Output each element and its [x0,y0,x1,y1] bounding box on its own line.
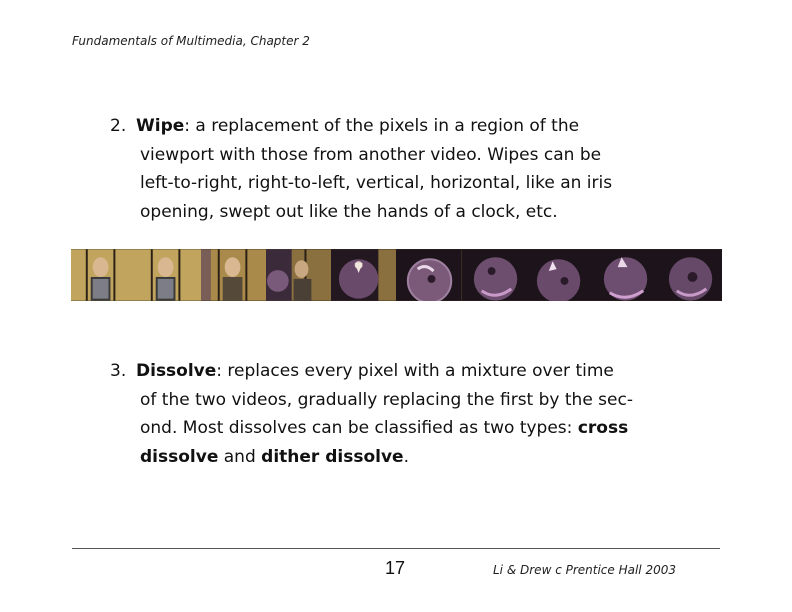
ball-frame-icon [657,249,722,301]
dither-term: dither dissolve [261,446,404,467]
dissolve-term: Dissolve [136,361,217,381]
dissolve-line-2: of the two videos, gradually replacing the first by the sec- [140,389,633,410]
ball-frame-icon [396,249,461,301]
footer-divider [72,548,720,549]
doll-frame-icon [71,249,136,301]
doll-wipe-frame-icon [201,249,266,301]
running-header: Fundamentals of Multimedia, Chapter 2 [72,34,310,48]
cross-term: cross [577,418,629,438]
ball-frame-icon [592,249,657,301]
doll-frame-icon [136,249,201,301]
wipe-line-4: opening, swept out like the hands of a clock, etc. [140,201,558,222]
and-text: and [218,446,262,467]
wipe-line-3: left-to-right, right-to-left, vertical, horizontal, like an iris [140,173,613,193]
dissolve-line-1: : replaces every pixel with a mixture over time [216,361,614,381]
ball-frame-icon [462,249,527,301]
wipe-filmstrip [71,249,722,301]
doll-wipe-frame-icon [266,249,331,301]
page-number: 17 [385,558,406,578]
ball-frame-icon [527,249,592,301]
dissolve-line-3: ond. Most dissolves can be classified as two types: [140,418,573,438]
item-number: 3. [110,361,127,381]
cross-term-2: dissolve [140,446,219,467]
footer-credit: Li & Drew c Prentice Hall 2003 [493,563,676,577]
wipe-transition-frame-icon [331,249,396,301]
wipe-term: Wipe [136,116,185,136]
item-number: 2. [110,116,127,136]
wipe-line-2: viewport with those from another video. Wipes can be [140,144,602,165]
dissolve-item [110,357,670,471]
sentence-end: . [403,446,409,467]
wipe-item [110,112,670,226]
wipe-line-1: : a replacement of the pixels in a region of the [184,116,580,136]
